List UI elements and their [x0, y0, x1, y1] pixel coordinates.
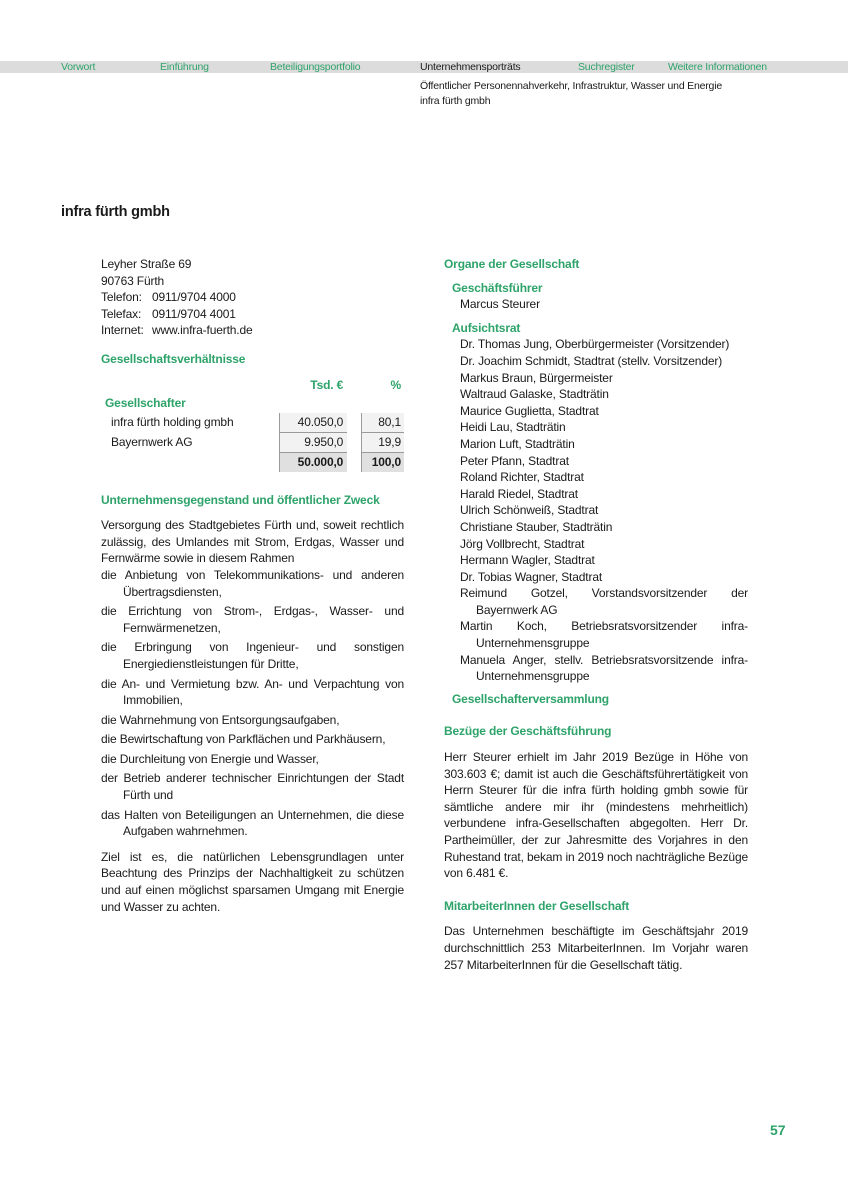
breadcrumb-company: infra fürth gmbh — [420, 95, 491, 107]
employees-heading: MitarbeiterInnen der Gesellschaft — [444, 898, 630, 913]
page-number: 57 — [770, 1122, 786, 1138]
board-member: Dr. Tobias Wagner, Stadtrat — [460, 569, 603, 584]
table-row — [101, 413, 404, 433]
address-fax — [101, 306, 404, 323]
assembly-heading: Gesellschafterversammlung — [452, 691, 609, 706]
purpose-item: die Bewirtschaftung von Parkflächen und Parkhäusern, — [101, 732, 386, 747]
table-total-row — [101, 452, 404, 472]
board-member: Roland Richter, Stadtrat — [460, 470, 584, 485]
board-member: Dr. Joachim Schmidt, Stadtrat (stellv. Vorsitzender) — [460, 353, 723, 368]
salary-text: Herr Steurer erhielt im Jahr 2019 Bezüge in Höhe von 303.603 €; damit ist auch die Geschäftsführertätigkeit von Herrn Steurer für die infra fürth holding gmbh sowie für sämtliche andere mir ihr (mindestens mehrheitlich) verbundene infra-Gesellschaften abgegolten. Herr Dr. Partheimüller, der zur Jahresmitte des Vorjahres in den Ruhestand trat, bekam in 2019 noch nachträgliche Bezüge von 6.481 €. — [444, 750, 748, 881]
board-member: Peter Pfann, Stadtrat — [460, 453, 569, 468]
nav-item-unternehmensportraets[interactable]: Unternehmensporträts — [420, 61, 521, 73]
board-member: Heidi Lau, Stadträtin — [460, 420, 566, 435]
address-internet — [101, 322, 404, 339]
right-column — [444, 256, 748, 973]
purpose-intro: Versorgung des Stadtgebietes Fürth und, soweit rechtlich zulässig, des Umlandes mit Strom, Erdgas, Wasser und Fernwärme sowie in diesem Rahmen — [101, 518, 404, 566]
board-member: Maurice Guglietta, Stadtrat — [460, 403, 599, 418]
purpose-item: die Errichtung von Strom-, Erdgas-, Wasser- und Fernwärmenetzen, — [101, 604, 404, 635]
shareholder-name: Bayernwerk AG — [111, 434, 193, 449]
board-member: Dr. Thomas Jung, Oberbürgermeister (Vorsitzender) — [460, 337, 730, 352]
nav-item-einfuehrung[interactable]: Einführung — [160, 61, 209, 73]
board-member: Christiane Stauber, Stadträtin — [460, 519, 613, 534]
board-member: Reimund Gotzel, Vorstandsvorsitzender der Bayernwerk AG — [460, 586, 748, 617]
board-member: Harald Riedel, Stadtrat — [460, 486, 578, 501]
board-member: Ulrich Schönweiß, Stadtrat — [460, 503, 599, 518]
board-heading: Aufsichtsrat — [452, 320, 521, 335]
phone-value: 0911/9704 4000 — [152, 290, 236, 305]
board-member: Markus Braun, Bürgermeister — [460, 370, 613, 385]
total-tsd: 50.000,0 — [279, 452, 347, 472]
shareholder-name: infra fürth holding gmbh — [111, 415, 234, 430]
purpose-item: die An- und Vermietung bzw. An- und Verpachtung von Immobilien, — [101, 676, 404, 708]
internet-link[interactable]: www.infra-fuerth.de — [152, 323, 253, 338]
shareholder-pct: 80,1 — [362, 413, 404, 433]
col-header-tsd: Tsd. € — [310, 377, 344, 392]
purpose-heading: Unternehmensgegenstand und öffentlicher Zweck — [101, 492, 380, 507]
left-column — [101, 256, 404, 915]
purpose-goal: Ziel ist es, die natürlichen Lebensgrundlagen unter Beachtung des Prinzips der Nachhaltigkeit zu schützen und auf einen möglichst sparsamen Umgang mit Energie und Wasser zu achten. — [101, 849, 404, 914]
nav-item-beteiligungsportfolio[interactable]: Beteiligungsportfolio — [270, 61, 361, 73]
phone-label: Telefon: — [101, 290, 142, 305]
organs-heading: Organe der Gesellschaft — [444, 257, 580, 271]
purpose-item: die Erbringung von Ingenieur- und sonstigen Energiedienstleistungen für Dritte, — [101, 640, 404, 671]
address-city: 90763 Fürth — [101, 273, 165, 288]
shareholders-label: Gesellschafter — [105, 396, 186, 411]
fax-label: Telefax: — [101, 306, 142, 321]
board-member: Manuela Anger, stellv. Betriebsratsvorsitzende infra-Unternehmensgruppe — [460, 652, 748, 684]
ceo-heading: Geschäftsführer — [452, 280, 543, 295]
table-label-row — [101, 395, 404, 413]
shareholders-table — [101, 376, 404, 472]
board-member: Martin Koch, Betriebsratsvorsitzender infra-Unternehmensgruppe — [460, 619, 748, 651]
purpose-item: der Betrieb anderer technischer Einrichtungen der Stadt Fürth und — [101, 771, 404, 803]
purpose-item: die Durchleitung von Energie und Wasser, — [101, 751, 319, 766]
purpose-item: die Anbietung von Telekommunikations- und anderen Übertragsdiensten, — [101, 567, 404, 599]
col-header-pct: % — [390, 377, 401, 392]
table-header-row — [101, 376, 404, 395]
nav-item-suchregister[interactable]: Suchregister — [578, 61, 635, 73]
shareholder-pct: 19,9 — [362, 432, 404, 452]
employees-text: Das Unternehmen beschäftigte im Geschäftsjahr 2019 durchschnittlich 253 MitarbeiterInnen. Im Vorjahr waren 257 MitarbeiterInnen für die Gesellschaft tätig. — [444, 924, 748, 972]
nav-item-vorwort[interactable]: Vorwort — [61, 61, 96, 73]
board-member: Hermann Wagler, Stadtrat — [460, 553, 595, 568]
total-pct: 100,0 — [362, 452, 404, 472]
internet-label: Internet: — [101, 323, 144, 338]
address-phone — [101, 289, 404, 306]
fax-value: 0911/9704 4001 — [152, 306, 236, 321]
address-street: Leyher Straße 69 — [101, 257, 192, 271]
board-member: Marion Luft, Stadträtin — [460, 436, 575, 451]
salary-heading: Bezüge der Geschäftsführung — [444, 724, 612, 739]
page-title: infra fürth gmbh — [61, 204, 170, 220]
ceo-name: Marcus Steurer — [460, 297, 540, 312]
table-row — [101, 432, 404, 452]
shareholder-tsd: 9.950,0 — [279, 432, 347, 452]
shareholders-heading: Gesellschaftsverhältnisse — [101, 351, 246, 366]
board-member: Jörg Vollbrecht, Stadtrat — [460, 536, 585, 551]
shareholder-tsd: 40.050,0 — [279, 413, 347, 433]
nav-item-weitere-informationen[interactable]: Weitere Informationen — [668, 61, 767, 73]
breadcrumb-sector: Öffentlicher Personennahverkehr, Infrastruktur, Wasser und Energie — [420, 80, 722, 92]
purpose-item: die Wahrnehmung von Entsorgungsaufgaben, — [101, 712, 340, 727]
board-member: Waltraud Galaske, Stadträtin — [460, 387, 609, 402]
purpose-item: das Halten von Beteiligungen an Unternehmen, die diese Aufgaben wahrnehmen. — [101, 807, 404, 839]
